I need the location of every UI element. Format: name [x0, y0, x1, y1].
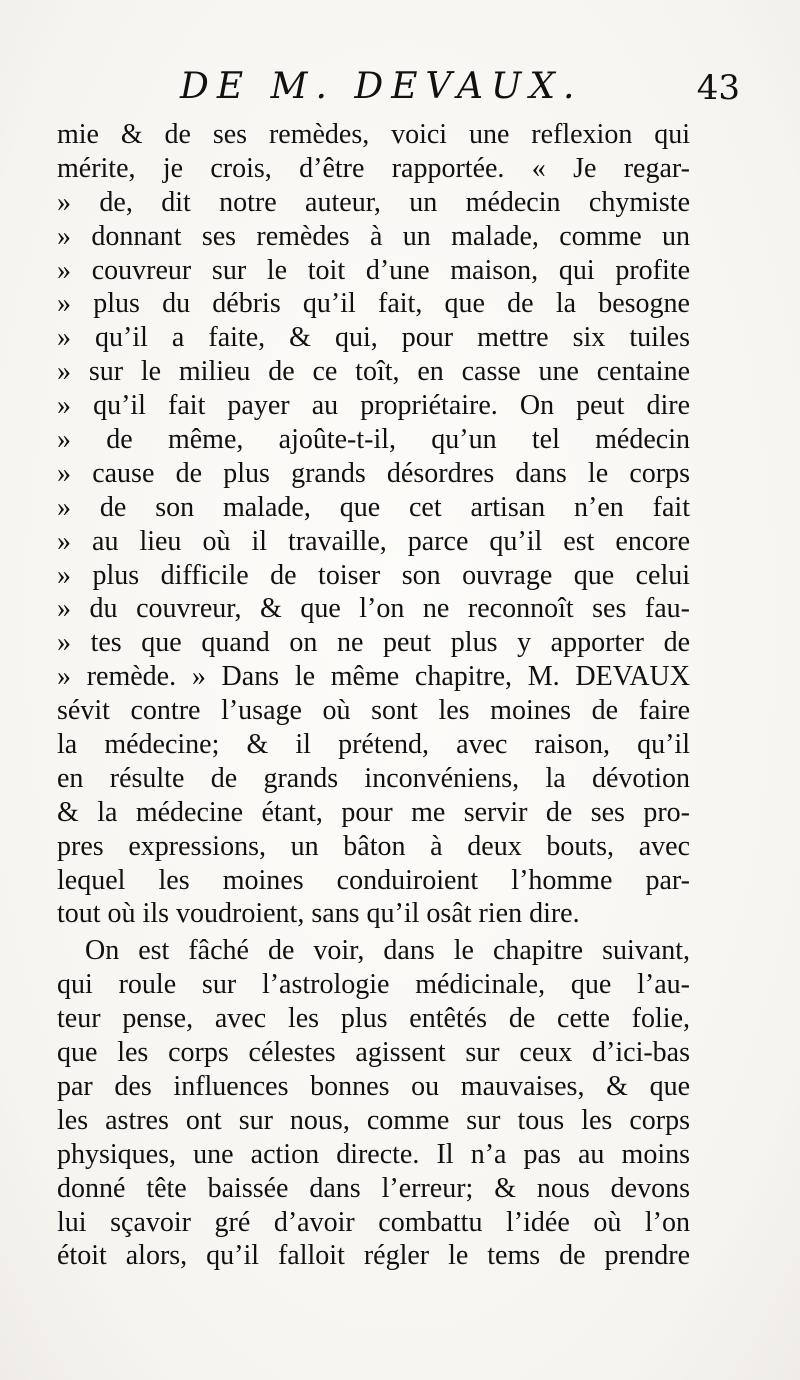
page-header: [40, 66, 760, 114]
paragraph-1: [57, 118, 690, 931]
text-line: & la médecine étant, pour me servir de ses pro-: [57, 796, 690, 828]
text-line: donné tête baissée dans l’erreur; & nous devons: [57, 1172, 690, 1204]
text-line: sévit contre l’usage où sont les moines de faire: [57, 695, 690, 727]
text-line: » donnant ses remèdes à un malade, comme un: [57, 220, 690, 252]
text-line: la médecine; & il prétend, avec raison, qu’il: [57, 729, 690, 761]
text-line: que les corps célestes agissent sur ceux d’ici-bas: [57, 1037, 690, 1069]
text-line: » du couvreur, & que l’on ne reconnoît ses fau-: [57, 593, 690, 625]
text-line: » qu’il fait payer au propriétaire. On peut dire: [57, 390, 690, 422]
text-line: par des influences bonnes ou mauvaises, & que: [57, 1070, 690, 1102]
text-line: » sur le milieu de ce toît, en casse une centaine: [57, 356, 690, 388]
page-number: 43: [696, 68, 740, 108]
text-line: » couvreur sur le toit d’une maison, qui profite: [57, 254, 690, 286]
text-line: physiques, une action directe. Il n’a pas au moins: [57, 1138, 690, 1170]
text-line: » au lieu où il travaille, parce qu’il est encore: [57, 525, 690, 557]
text-line: » de son malade, que cet artisan n’en fait: [57, 491, 690, 523]
body-text: [57, 118, 690, 1273]
text-line: pres expressions, un bâton à deux bouts, avec: [57, 830, 690, 862]
text-line: lequel les moines conduiroient l’homme par-: [57, 864, 690, 896]
text-line: » qu’il a faite, & qui, pour mettre six tuiles: [57, 322, 690, 354]
running-head: DE M. DEVAUX.: [180, 66, 583, 107]
text-line: teur pense, avec les plus entêtés de cette folie,: [57, 1003, 690, 1035]
text-line: » plus difficile de toiser son ouvrage que celui: [57, 559, 690, 591]
text-line: » de même, ajoûte-t-il, qu’un tel médecin: [57, 424, 690, 456]
text-line: » plus du débris qu’il fait, que de la besogne: [57, 288, 690, 320]
text-line: lui sçavoir gré d’avoir combattu l’idée où l’on: [57, 1206, 690, 1238]
text-line: mie & de ses remèdes, voici une reflexion qui: [57, 119, 690, 150]
text-line: tout où ils voudroient, sans qu’il osât rien dire.: [57, 898, 580, 930]
text-line: qui roule sur l’astrologie médicinale, que l’au-: [57, 969, 690, 1001]
text-line: mérite, je crois, d’être rapportée. « Je regar-: [57, 152, 690, 184]
text-line: les astres ont sur nous, comme sur tous les corps: [57, 1104, 690, 1136]
text-line: en résulte de grands inconvéniens, la dévotion: [57, 762, 690, 794]
text-line: » tes que quand on ne peut plus y apporter de: [57, 627, 690, 659]
paragraph-2: [57, 934, 690, 1273]
text-line: » cause de plus grands désordres dans le corps: [57, 457, 690, 489]
text-line: étoit alors, qu’il falloit régler le tems de prendre: [57, 1240, 690, 1272]
text-line: » de, dit notre auteur, un médecin chymiste: [57, 186, 690, 218]
text-line: On est fâché de voir, dans le chapitre suivant,: [85, 935, 690, 967]
text-line: » remède. » Dans le même chapitre, M. DEVAUX: [57, 661, 690, 693]
